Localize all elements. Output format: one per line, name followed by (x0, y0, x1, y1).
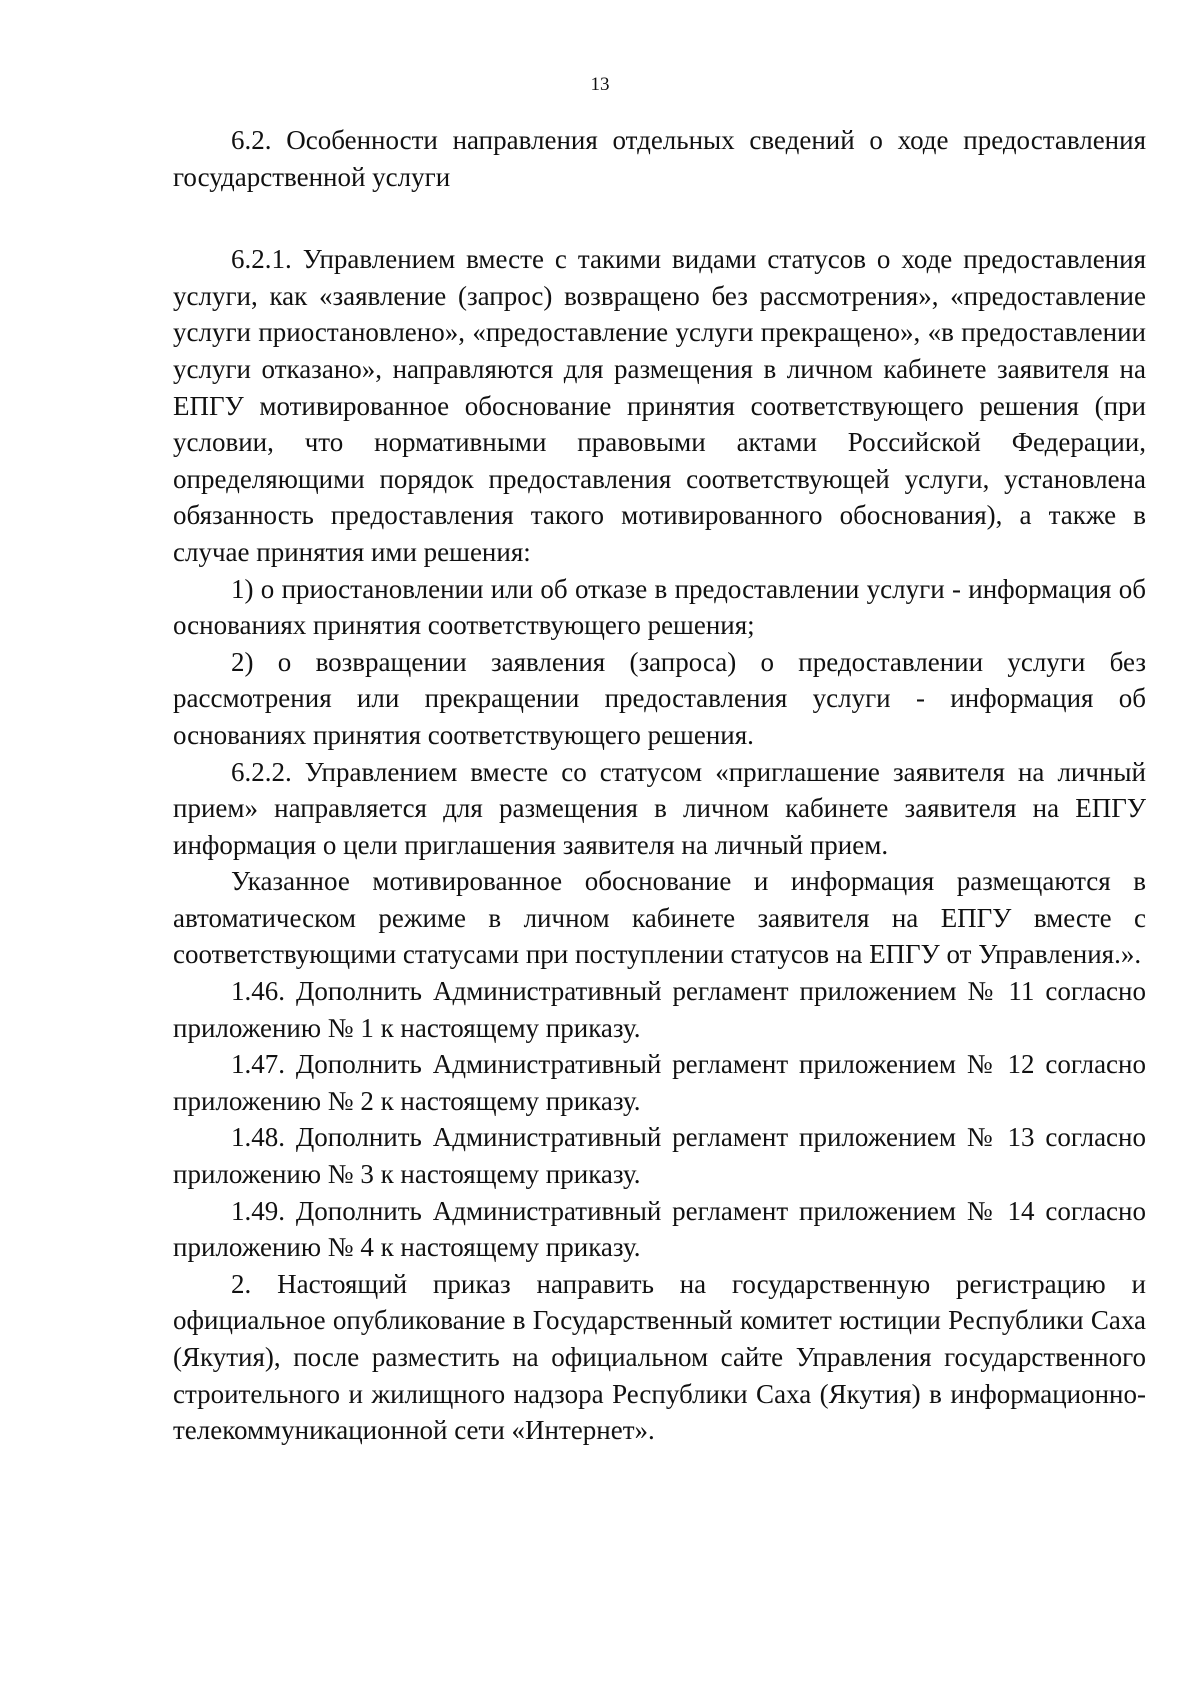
paragraph-2-registration: 2. Настоящий приказ направить на государственную регистрацию и официальное опубликование в Государственный комитет юстиции Республики Саха (Якутия), после разместить на официальном сайте Управления государственного строительного и жилищного надзора Республики Саха (Якутия) в информационно-телекоммуникационной сети «Интернет». (173, 1268, 1146, 1446)
list-item-2: 2) о возвращении заявления (запроса) о предоставлении услуги без рассмотрения или прекращении предоставления услуги - информация об основаниях принятия соответствующего решения. (173, 646, 1146, 750)
paragraph-placement-note: Указанное мотивированное обоснование и информация размещаются в автоматическом режиме в личном кабинете заявителя на ЕПГУ вместе с соответствующими статусами при поступлении статусов на ЕПГУ от Управления.». (173, 866, 1146, 970)
section-heading-6-2: 6.2. Особенности направления отдельных сведений о ходе предоставления государственной услуги (173, 125, 1146, 192)
paragraph-6-2-2: 6.2.2. Управлением вместе со статусом «приглашение заявителя на личный прием» направляется для размещения в личном кабинете заявителя на ЕПГУ информация о цели приглашения заявителя на личный прием. (173, 756, 1146, 860)
list-item-1: 1) о приостановлении или об отказе в предоставлении услуги - информация об основаниях принятия соответствующего решения; (173, 573, 1146, 641)
paragraph-1-46: 1.46. Дополнить Административный регламент приложением № 11 согласно приложению № 1 к настоящему приказу. (173, 976, 1146, 1043)
paragraph-1-48: 1.48. Дополнить Административный регламент приложением № 13 согласно приложению № 3 к настоящему приказу. (173, 1122, 1146, 1190)
paragraph-6-2-1: 6.2.1. Управлением вместе с такими видами статусов о ходе предоставления услуги, как «заявление (запрос) возвращено без рассмотрения», «предоставление услуги приостановлено», «предоставление услуги прекращено», «в предоставлении услуги отказано», направляются для размещения в личном кабинете заявителя на ЕПГУ мотивированное обоснование принятия соответствующего решения (при условии, что нормативными правовыми актами Российской Федерации, определяющими порядок предоставления соответствующей услуги, установлена обязанность предоставления такого мотивированного обоснования), а также в случае принятия ими решения: (173, 244, 1146, 567)
paragraph-1-47: 1.47. Дополнить Административный регламент приложением № 12 согласно приложению № 2 к настоящему приказу. (173, 1049, 1146, 1116)
document-body (173, 122, 1146, 1449)
paragraph-1-49: 1.49. Дополнить Административный регламент приложением № 14 согласно приложению № 4 к настоящему приказу. (173, 1195, 1146, 1263)
page-number: 13 (590, 74, 610, 95)
